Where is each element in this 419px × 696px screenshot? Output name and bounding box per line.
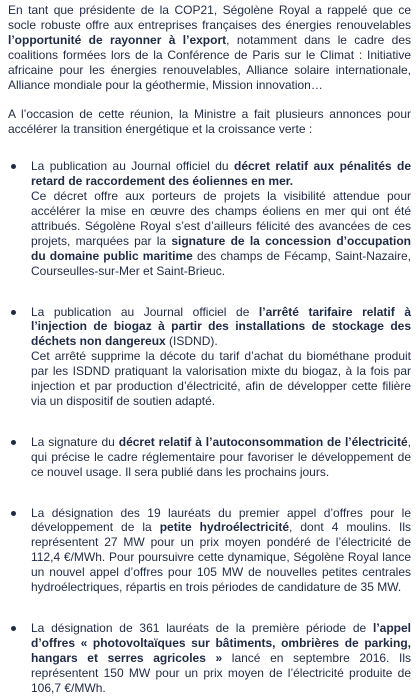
text-run: , qui précise le cadre réglementaire pour favoriser le développement de ce nouvel usage. Il sera publié dans les prochains jours. bbox=[31, 434, 411, 479]
intro-run: En tant que présidente de la COP21, Ségolène Royal a rappelé que ce socle robuste offre aux entreprises françaises des énergies renouvelables bbox=[8, 3, 411, 32]
text-run: Cet arrêté supprime la décote du tarif d’achat du biométhane produit par les ISDND pratiquant la valorisation mixte du biogaz, à la fois par injection et par production d’électricité, afin de développer cette filière via un dispositif de soutien adapté. bbox=[31, 349, 411, 408]
text-run-bold: petite hydroélectricité bbox=[159, 520, 290, 535]
item-line bbox=[31, 305, 411, 350]
text-run: (ISDND). bbox=[165, 334, 218, 349]
text-run: , dont 4 moulins. Ils représentent 27 MW pour un prix moyen pondéré de l’électricité de 112,4 €/MWh. Pour poursuivre cette dynamique, Ségolène Royal lance un nouvel appel d’offres pour 105 MW de nouvelles petites centrales hydroélectriques, répartis en trois périodes de candidature de 35 MW. bbox=[31, 520, 411, 595]
list-item bbox=[8, 435, 411, 480]
text-run-bold: signature de la concession d’occupation du domaine public maritime bbox=[31, 233, 411, 263]
bullet-icon bbox=[11, 511, 16, 516]
item-line bbox=[31, 621, 411, 696]
list-item bbox=[8, 159, 411, 278]
intro-run: , notamment dans le cadre des coalitions formées lors de la Conférence de Paris sur le Climat : Initiative africaine pour les énergies renouvelables, Alliance solaire internationale, Alliance mondiale pour la géothermie, Mission innovation… bbox=[8, 32, 411, 92]
text-run-bold: décret relatif aux pénalités de retard de raccordement des éoliennes en mer. bbox=[31, 159, 412, 189]
text-run: La publication au Journal officiel de bbox=[31, 304, 259, 319]
item-line bbox=[31, 506, 411, 595]
announcement-list bbox=[8, 159, 411, 695]
text-run: La publication au Journal officiel du bbox=[31, 159, 234, 174]
text-run: Ce décret offre aux porteurs de projets la visibilité attendue pour accélérer la mise en œuvre des champs éoliens en mer qui ont été attribués. Ségolène Royal s’est d’ailleurs félicité des avancées de ces projets, marquées par la bbox=[31, 189, 411, 248]
item-line bbox=[31, 349, 411, 409]
text-run: des champs de Fécamp, Saint-Nazaire, Courseulles-sur-Mer et Saint-Brieuc. bbox=[31, 248, 411, 278]
text-run: La désignation des 19 lauréats du premier appel d’offres pour le développement de la bbox=[31, 505, 411, 535]
text-run-bold: décret relatif à l’autoconsommation de l’électricité bbox=[118, 434, 408, 449]
intro-paragraph bbox=[8, 3, 411, 92]
item-line bbox=[31, 189, 411, 278]
text-run: La signature du bbox=[31, 434, 119, 449]
bullet-icon bbox=[11, 310, 16, 315]
intro-run-bold: l’opportunité de rayonner à l’export bbox=[8, 32, 227, 47]
item-line bbox=[31, 435, 411, 480]
bullet-icon bbox=[11, 164, 16, 169]
text-run-bold: l’arrêté tarifaire relatif à l’injection de biogaz à partir des installations de stockage des déchets non dangereux bbox=[31, 304, 411, 349]
bullet-icon bbox=[11, 626, 16, 631]
text-run: lancé en septembre 2016. Ils représentent 150 MW pour un prix moyen de l’électricité produite de 106,7 €/MWh. bbox=[31, 650, 411, 695]
text-run: La désignation de 361 lauréats de la première période de bbox=[31, 621, 373, 635]
list-item bbox=[8, 305, 411, 409]
lead-paragraph: A l’occasion de cette réunion, la Ministre a fait plusieurs annonces pour accélérer la transition énergétique et la croissance verte : bbox=[8, 107, 411, 137]
item-line bbox=[31, 159, 411, 189]
bullet-icon bbox=[11, 440, 16, 445]
list-item bbox=[8, 621, 411, 696]
list-item bbox=[8, 506, 411, 595]
text-run-bold: l’appel d’offres « photovoltaïques sur bâtiments, ombrières de parking, hangars et serres agricoles » bbox=[31, 621, 411, 665]
